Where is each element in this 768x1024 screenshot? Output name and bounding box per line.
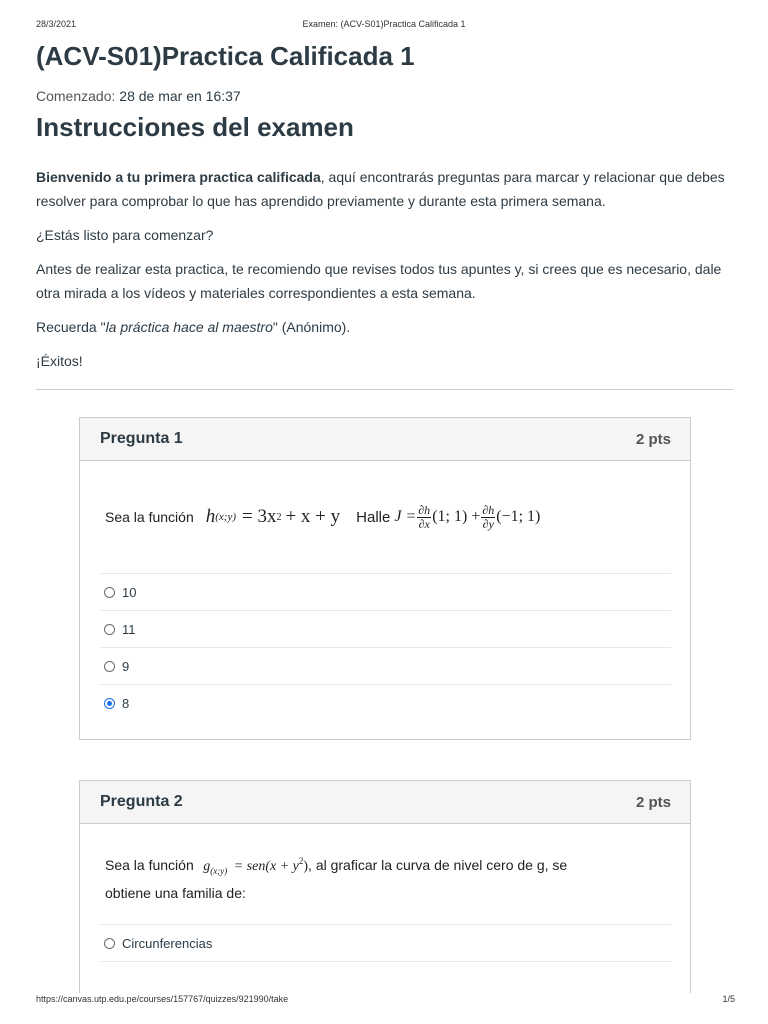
function-g: g <box>203 859 211 874</box>
started-label: Comenzado: <box>36 88 116 104</box>
question-2-header <box>80 781 690 824</box>
started-value: 28 de mar en 16:37 <box>119 88 241 104</box>
question-1-title: Pregunta 1 <box>100 430 183 447</box>
instructions-heading: Instrucciones del examen <box>36 112 354 142</box>
radio-button[interactable] <box>104 587 115 598</box>
answer-option[interactable] <box>100 925 671 961</box>
question-2-text <box>100 824 671 924</box>
function-h-exponent: 2 <box>276 511 282 523</box>
answer-label: 8 <box>122 695 130 711</box>
answer-label: 11 <box>122 621 136 637</box>
welcome-text: , aquí encontrarás preguntas para marcar y relacionar que debes resolver para comprobar lo que has aprendido previamente y durante esta primera semana. <box>36 169 725 209</box>
question-2-text-line-1: , al graficar la curva de nivel cero de g, se <box>308 857 568 873</box>
function-h: h <box>205 506 216 527</box>
question-2-title: Pregunta 2 <box>100 793 183 810</box>
radio-button[interactable] <box>104 938 115 949</box>
question-1 <box>79 417 691 740</box>
answer-option[interactable] <box>100 648 671 685</box>
quote-suffix: " (Anónimo). <box>272 319 351 335</box>
point-2-text: (−1; 1) <box>496 508 541 525</box>
instructions-paragraph-2: ¿Estás listo para comenzar? <box>36 227 214 243</box>
answer-option[interactable] <box>100 574 671 611</box>
function-g-exponent: 2 <box>298 856 304 866</box>
question-2-answers <box>100 924 671 962</box>
answer-option[interactable] <box>100 611 671 648</box>
radio-button[interactable] <box>104 624 115 635</box>
answer-label: Circunferencias <box>122 935 213 951</box>
answer-label: 9 <box>122 658 130 674</box>
partial-y-numerator: ∂h <box>482 502 495 517</box>
function-h-expression-end: + x + y <box>285 506 341 527</box>
partial-x-fraction <box>417 504 431 531</box>
section-divider <box>36 389 733 390</box>
j-label: J = <box>394 508 417 525</box>
point-1-text: (1; 1) + <box>432 508 481 525</box>
print-url: https://canvas.utp.edu.pe/courses/157767/quizzes/921990/take <box>36 994 289 1004</box>
radio-button-selected[interactable] <box>104 698 115 709</box>
answer-label: 10 <box>122 584 137 600</box>
function-h-subscript: (x;y) <box>215 511 236 523</box>
welcome-bold-text: Bienvenido a tu primera practica calificada <box>36 169 321 185</box>
print-date: 28/3/2021 <box>36 19 77 29</box>
quiz-title: (ACV-S01)Practica Calificada 1 <box>36 41 415 71</box>
question-1-header <box>80 418 690 461</box>
question-2-text-line-2: obtiene una familia de: <box>105 885 246 901</box>
partial-y-denominator: ∂y <box>482 516 494 531</box>
quote-prefix: Recuerda " <box>36 319 106 335</box>
instructions-paragraph-3: Antes de realizar esta practica, te recomiendo que revises todos tus apuntes y, si crees que es necesario, dale otra mirada a los vídeos y materiales correspondientes a esta semana. <box>36 261 722 301</box>
partial-x-denominator: ∂x <box>418 516 430 531</box>
answer-option-selected[interactable] <box>100 685 671 721</box>
halle-text: Halle <box>356 508 391 526</box>
function-h-expression-start: = 3x <box>242 506 277 527</box>
question-2-intro: Sea la función <box>105 857 194 873</box>
function-g-expression-end: ) <box>303 859 309 874</box>
question-2 <box>79 780 691 993</box>
print-page-number: 1/5 <box>722 994 735 1004</box>
question-2-points: 2 pts <box>635 793 671 811</box>
instructions-paragraph-5: ¡Éxitos! <box>36 353 83 369</box>
function-g-subscript: (x;y) <box>210 866 228 876</box>
question-1-points: 2 pts <box>635 430 671 448</box>
instructions-paragraph-1 <box>36 165 736 213</box>
radio-button[interactable] <box>104 661 115 672</box>
instructions-paragraph-4 <box>36 315 736 339</box>
print-page-title: Examen: (ACV-S01)Practica Calificada 1 <box>302 19 466 29</box>
question-1-text <box>100 461 671 573</box>
started-info <box>36 88 241 104</box>
question-1-answers <box>100 573 671 721</box>
partial-x-numerator: ∂h <box>418 502 431 517</box>
question-1-intro: Sea la función <box>105 509 194 525</box>
quote-text: la práctica hace al maestro <box>105 319 273 335</box>
partial-y-fraction <box>481 504 495 531</box>
function-g-expression-start: = sen(x + y <box>233 859 299 874</box>
instructions-body <box>36 165 736 383</box>
